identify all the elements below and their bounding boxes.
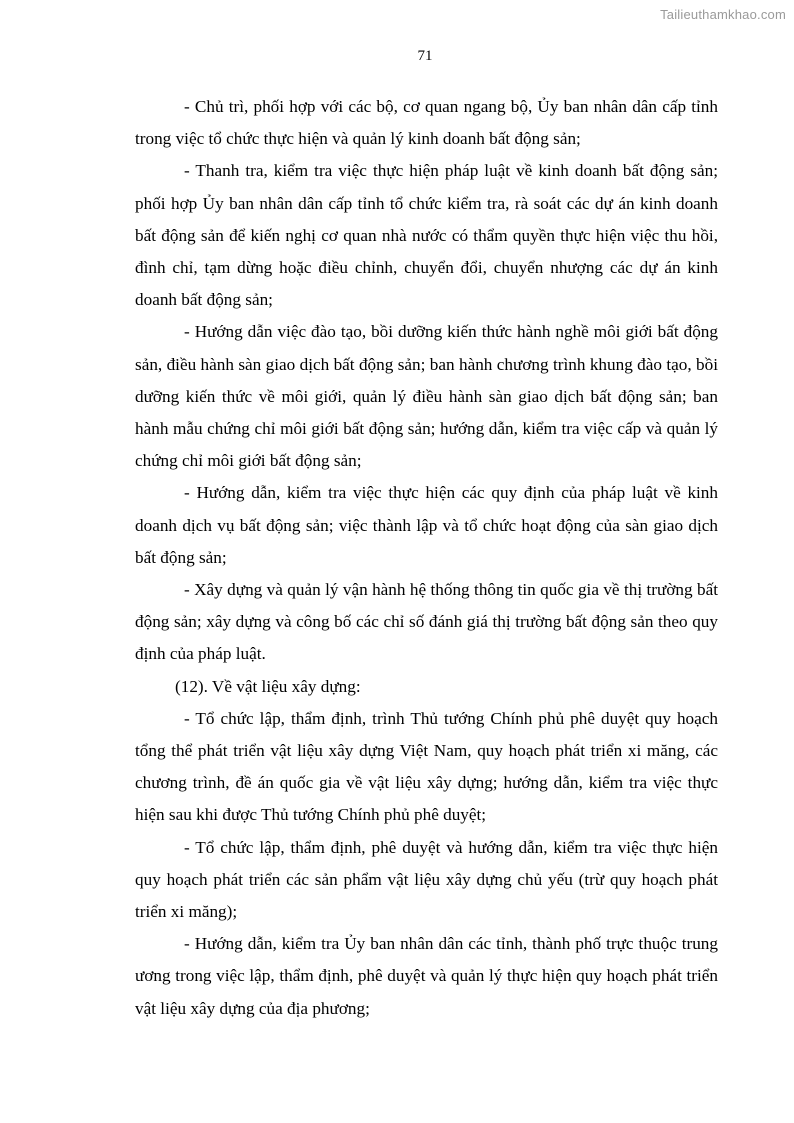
paragraph-6: - Tổ chức lập, thẩm định, trình Thủ tướng Chính phủ phê duyệt quy hoạch tổng thể phát triển vật liệu xây dựng Việt Nam, quy hoạch phát triển xi măng, các chương trình, đề án quốc gia về vật liệu xây dựng; hướng dẫn, kiểm tra việc thực hiện sau khi được Thủ tướng Chính phủ phê duyệt; [135,708,718,825]
paragraph-5: - Xây dựng và quản lý vận hành hệ thống thông tin quốc gia về thị trường bất động sản; xây dựng và công bố các chỉ số đánh giá thị trường bất động sản theo quy định của pháp luật. [135,580,718,664]
paragraph-1: - Chủ trì, phối hợp với các bộ, cơ quan ngang bộ, Ủy ban nhân dân cấp tỉnh trong việc tổ chức thực hiện và quản lý kinh doanh bất động sản; [135,97,718,149]
page-number: 71 [417,48,433,64]
section-heading: (12). Về vật liệu xây dựng: [175,676,361,696]
paragraph-8: - Hướng dẫn, kiểm tra Ủy ban nhân dân các tỉnh, thành phố trực thuộc trung ương trong việc lập, thẩm định, phê duyệt và quản lý thực hiện quy hoạch phát triển vật liệu xây dựng của địa phương; [135,934,718,1018]
paragraph-2: - Thanh tra, kiểm tra việc thực hiện pháp luật về kinh doanh bất động sản; phối hợp Ủy ban nhân dân cấp tỉnh tổ chức kiểm tra, rà soát các dự án kinh doanh bất động sản để kiến nghị cơ quan nhà nước có thẩm quyền thực hiện việc thu hồi, đình chỉ, tạm dừng hoặc điều chỉnh, chuyển đổi, chuyển nhượng các dự án kinh doanh bất động sản; [135,161,718,310]
document-body [135,91,718,1025]
paragraph-3: - Hướng dẫn việc đào tạo, bồi dưỡng kiến thức hành nghề môi giới bất động sản, điều hành sàn giao dịch bất động sản; ban hành chương trình khung đào tạo, bồi dưỡng kiến thức về môi giới, quản lý điều hành sàn giao dịch bất động sản; ban hành mẫu chứng chỉ môi giới bất động sản; hướng dẫn, kiểm tra việc cấp và quản lý chứng chỉ môi giới bất động sản; [135,322,718,471]
paragraph-7: - Tổ chức lập, thẩm định, phê duyệt và hướng dẫn, kiểm tra việc thực hiện quy hoạch phát triển các sản phẩm vật liệu xây dựng chủ yếu (trừ quy hoạch phát triển xi măng); [135,837,718,922]
paragraph-4: - Hướng dẫn, kiểm tra việc thực hiện các quy định của pháp luật về kinh doanh dịch vụ bất động sản; việc thành lập và tổ chức hoạt động của sàn giao dịch bất động sản; [135,483,718,567]
watermark-text: Tailieuthamkhao.com [660,7,786,22]
